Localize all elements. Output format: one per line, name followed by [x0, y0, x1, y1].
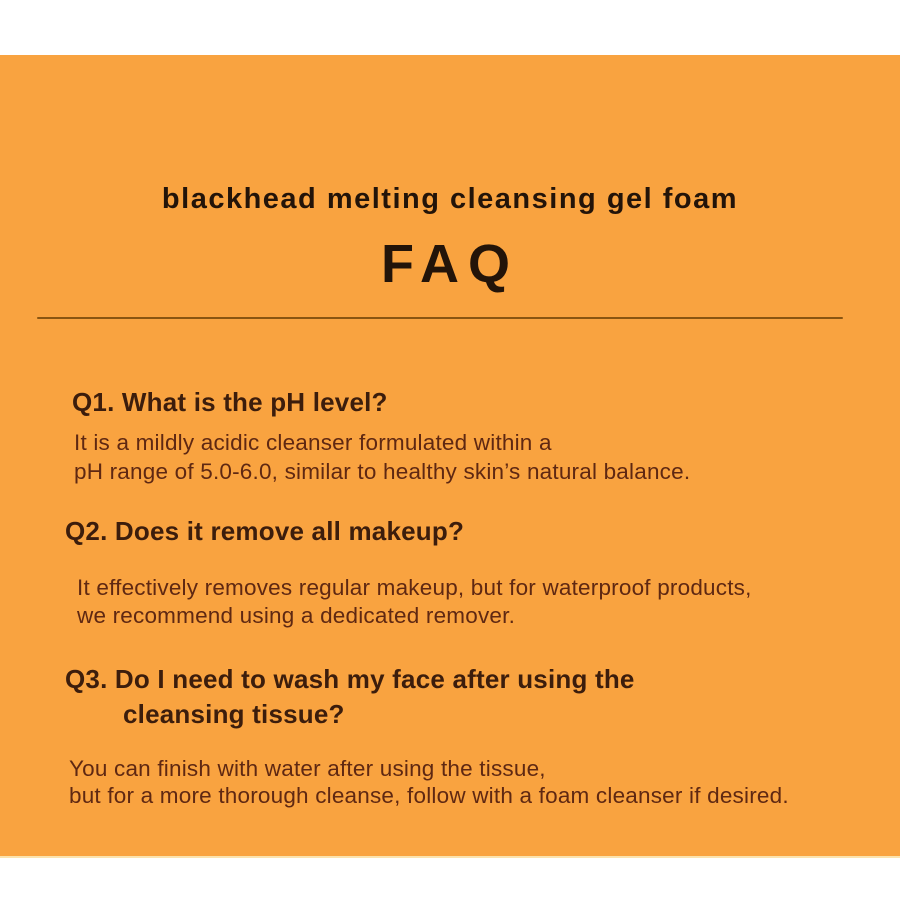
divider-line — [37, 317, 843, 319]
faq-question-3-line-1: Q3. Do I need to wash my face after using the — [65, 664, 635, 694]
faq-answer-2 — [77, 574, 752, 629]
faq-answer-3-line-1: You can finish with water after using the tissue, — [69, 756, 546, 781]
faq-answer-2-line-1: It effectively removes regular makeup, but for waterproof products, — [77, 575, 752, 600]
faq-question-3 — [65, 662, 635, 732]
faq-answer-2-line-2: we recommend using a dedicated remover. — [77, 602, 516, 628]
faq-question-2: Q2. Does it remove all makeup? — [65, 516, 465, 546]
faq-answer-3-line-2: but for a more thorough cleanse, follow with a foam cleanser if desired. — [69, 782, 789, 808]
faq-answer-1-line-2: pH range of 5.0-6.0, similar to healthy skin’s natural balance. — [74, 458, 691, 484]
faq-question-1: Q1. What is the pH level? — [72, 387, 388, 417]
faq-answer-1 — [74, 429, 690, 486]
page-title: FAQ — [380, 234, 519, 294]
faq-question-3-line-2: cleansing tissue? — [123, 699, 345, 729]
faq-answer-1-line-1: It is a mildly acidic cleanser formulated within a — [74, 430, 552, 455]
product-name: blackhead melting cleansing gel foam — [161, 183, 739, 215]
faq-answer-3 — [69, 756, 789, 809]
orange-panel — [0, 55, 900, 858]
